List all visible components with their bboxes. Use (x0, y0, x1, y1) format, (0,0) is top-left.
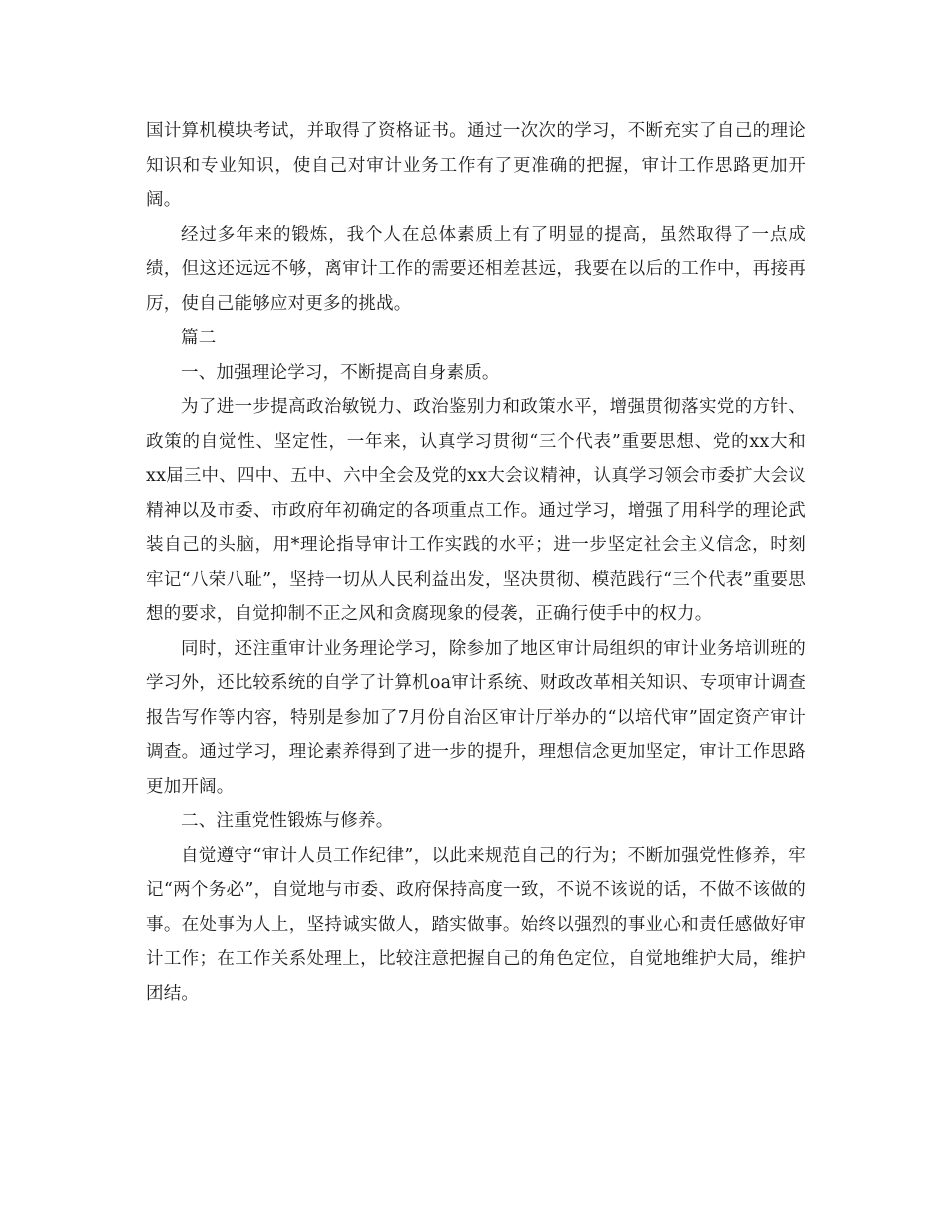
paragraph: 为了进一步提高政治敏锐力、政治鉴别力和政策水平，增强贯彻落实党的方针、政策的自觉性、坚定性，一年来，认真学习贯彻“三个代表”重要思想、党的xx大和xx届三中、四中、五中、六中全会及党的xx大会议精神，认真学习领会市委扩大会议精神以及市委、市政府年初确定的各项重点工作。通过学习，增强了用科学的理论武装自己的头脑，用*理论指导审计工作实践的水平；进一步坚定社会主义信念，时刻牢记“八荣八耻”，坚持一切从人民利益出发，坚决贯彻、模范践行“三个代表”重要思想的要求，自觉抑制不正之风和贪腐现象的侵袭，正确行使手中的权力。 (146, 397, 806, 624)
paragraph: 同时，还注重审计业务理论学习，除参加了地区审计局组织的审计业务培训班的学习外，还比较系统的自学了计算机oa审计系统、财政改革相关知识、专项审计调查报告写作等内容，特别是参加了7月份自治区审计厅举办的“以培代审”固定资产审计调查。通过学习，理论素养得到了进一步的提升，理想信念更加坚定，审计工作思路更加开阔。 (146, 638, 806, 797)
subheading: 二、注重党性锻炼与修养。 (181, 811, 394, 831)
paragraph-continued: 国计算机模块考试，并取得了资格证书。通过一次次的学习，不断充实了自己的理论知识和专业知识，使自己对审计业务工作有了更准确的把握，审计工作思路更加开阔。 (146, 121, 806, 210)
subheading: 一、加强理论学习，不断提高自身素质。 (181, 362, 500, 383)
section-heading: 篇二 (181, 328, 217, 348)
paragraph: 经过多年来的锻炼，我个人在总体素质上有了明显的提高，虽然取得了一点成绩，但这还远远不够，离审计工作的需要还相差甚远，我要在以后的工作中，再接再厉，使自己能够应对更多的挑战。 (146, 224, 806, 314)
paragraph: 自觉遵守“审计人员工作纪律”，以此来规范自己的行为；不断加强党性修养，牢记“两个务必”，自觉地与市委、政府保持高度一致，不说不该说的话，不做不该做的事。在处事为人上，坚持诚实做人，踏实做事。始终以强烈的事业心和责任感做好审计工作；在工作关系处理上，比较注意把握自己的角色定位，自觉地维护大局，维护团结。 (146, 845, 806, 1004)
document-body (146, 114, 806, 1011)
